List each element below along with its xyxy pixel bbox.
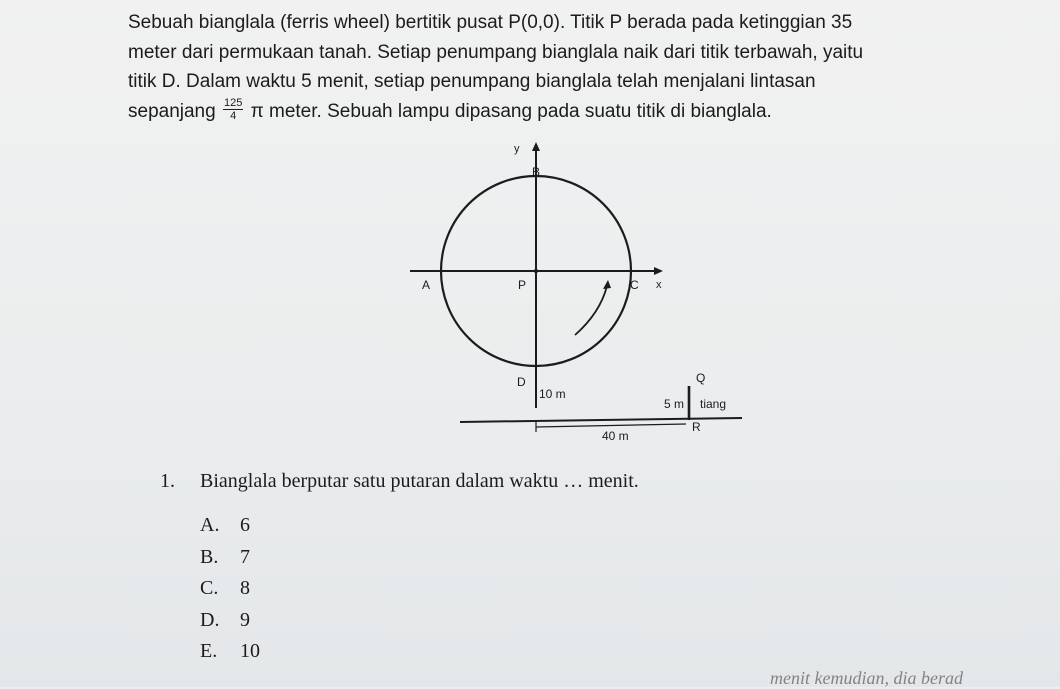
question-text: Bianglala berputar satu putaran dalam waktu … menit. [200, 470, 639, 492]
option-c[interactable] [200, 573, 260, 605]
y-axis-arrow [532, 142, 540, 151]
rotation-arrow-head [603, 280, 611, 289]
y-axis-label: y [514, 143, 520, 155]
x-axis-arrow [654, 267, 663, 275]
paragraph-line-4-start: sepanjang [128, 100, 216, 122]
arc-length-fraction [223, 97, 243, 122]
paragraph-line-2: meter dari permukaan tanah. Setiap penumpang bianglala naik dari titik terbawah, yaitu [128, 41, 864, 63]
option-a[interactable] [200, 510, 260, 542]
label-c: C [630, 278, 639, 292]
option-c-letter: C. [200, 577, 219, 599]
option-b-letter: B. [200, 545, 219, 568]
label-q: Q [696, 371, 706, 385]
option-e-letter: E. [200, 640, 218, 662]
rotation-arrow-curve [575, 286, 607, 335]
paragraph-line-1: Sebuah bianglala (ferris wheel) bertitik pusat P(0,0). Titik P berada pada ketinggian 35 [128, 12, 853, 33]
label-tiang: tiang [700, 397, 727, 411]
label-b: B [532, 165, 541, 179]
option-d-value: 9 [240, 608, 250, 631]
option-a-letter: A. [200, 514, 220, 536]
option-d[interactable] [200, 605, 260, 637]
point-p-dot [534, 269, 538, 273]
x-axis-label: x [656, 279, 662, 291]
option-e-value: 10 [240, 640, 260, 662]
distance-line [536, 424, 686, 427]
question-number: 1. [160, 470, 175, 492]
answer-options [200, 510, 260, 668]
label-a: A [422, 278, 431, 292]
paragraph-line-4-end: π meter. Sebuah lampu dipasang pada suatu titik di bianglala. [250, 100, 772, 122]
cutoff-bottom-text: menit kemudian, dia berad [770, 668, 963, 688]
option-e[interactable] [200, 636, 260, 668]
fraction-numerator: 125 [223, 96, 243, 109]
paragraph-line-4 [128, 97, 998, 127]
paragraph-line-3: titik D. Dalam waktu 5 menit, setiap penumpang bianglala telah menjalani lintasan [128, 71, 816, 92]
option-a-value: 6 [240, 514, 250, 536]
question-1 [160, 470, 639, 493]
option-d-letter: D. [200, 608, 220, 631]
option-b[interactable] [200, 542, 260, 574]
label-p: P [518, 278, 527, 292]
option-b-value: 7 [240, 545, 250, 568]
label-10m: 10 m [539, 387, 566, 401]
label-r: R [692, 420, 701, 434]
fraction-denominator: 4 [230, 109, 237, 122]
label-40m: 40 m [602, 429, 629, 443]
option-c-value: 8 [240, 577, 250, 599]
label-5m: 5 m [664, 397, 685, 411]
ferris-wheel-diagram [422, 128, 760, 453]
problem-paragraph [128, 8, 998, 126]
label-d: D [517, 375, 526, 389]
